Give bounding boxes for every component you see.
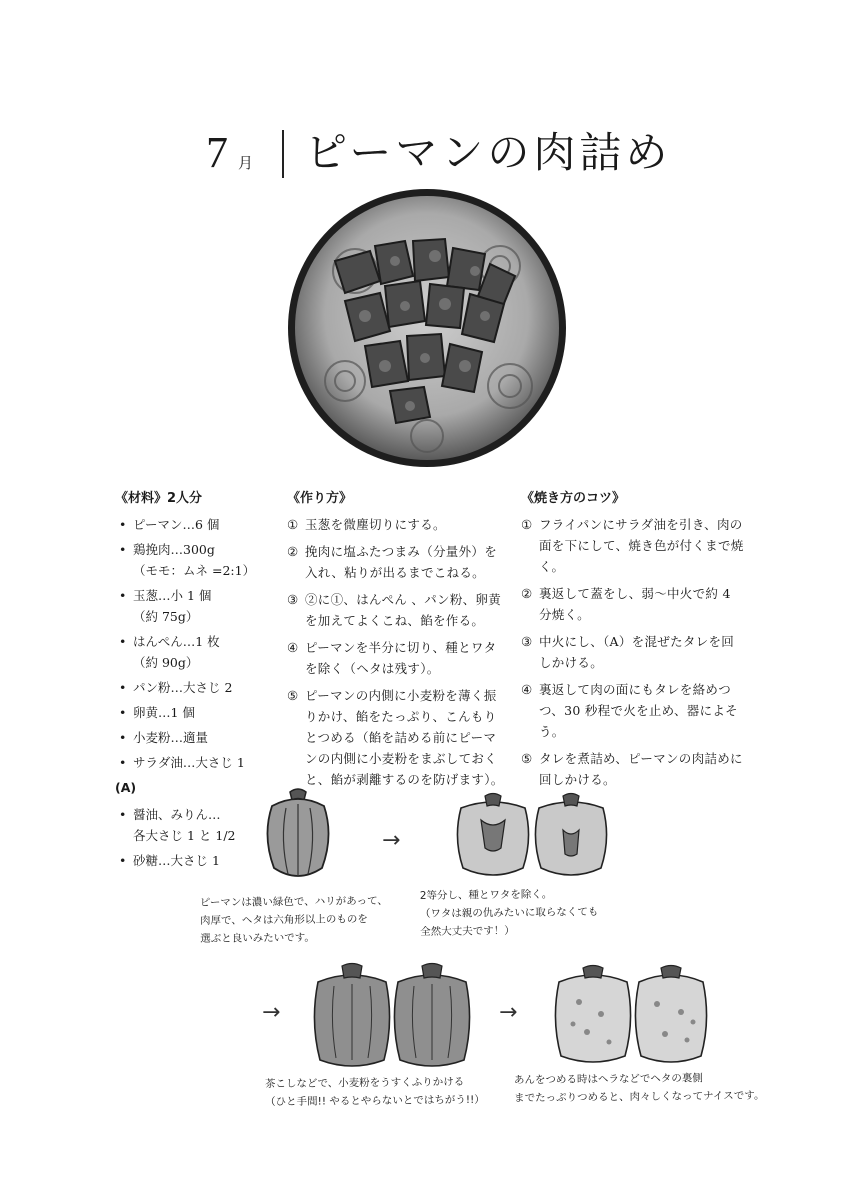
method-step: ④ ピーマンを半分に切り、種とワタを除く（ヘタは残す）。 xyxy=(287,640,497,676)
page-title xyxy=(0,118,850,188)
month-number: 7 xyxy=(206,128,228,177)
dish-title: ピーマンの肉詰め xyxy=(305,128,672,177)
tips-step: ③ 中火にし、（A）を混ぜたタレを回しかける。 xyxy=(521,634,735,670)
tips-steps xyxy=(521,514,746,790)
note-flour: 茶こしなどで、小麦粉をうすくふりかける （ひと手間!! やるとやらないとではちがう!!） xyxy=(264,1076,485,1109)
ingredients-section xyxy=(115,488,280,875)
step-arrow: → xyxy=(499,1000,518,1025)
sauce-heading: (A) xyxy=(115,780,137,795)
note-pepper-choice: ピーマンは濃い緑色で、ハリがあって、 肉厚で、ヘタは六角形以上のものを 選ぶと良いみたいです。 xyxy=(199,895,388,945)
floured-pepper-sketch xyxy=(312,962,474,1072)
method-step: ③ ②に①、はんぺん 、パン粉、卵黄を加えてよくこね、餡を作る。 xyxy=(287,592,502,628)
month-unit: 月 xyxy=(238,154,254,172)
tips-heading: 《焼き方のコツ》 xyxy=(521,491,626,506)
ingredient-item: • 小麦粉…適量 xyxy=(115,727,280,748)
ingredient-item: • パン粉…大さじ 2 xyxy=(115,677,280,698)
method-steps xyxy=(287,514,505,790)
tips-step: ① フライパンにサラダ油を引き、肉の面を下にして、焼き色が付くまで焼く。 xyxy=(521,517,744,574)
ingredient-item: • 玉葱…小 1 個 （約 75g） xyxy=(115,585,280,627)
tips-step: ⑤ タレを煮詰め、ピーマンの肉詰めに回しかける。 xyxy=(521,751,743,787)
sauce-list xyxy=(115,804,280,871)
method-heading: 《作り方》 xyxy=(287,491,353,506)
ingredient-item: • サラダ油…大さじ 1 xyxy=(115,752,280,773)
method-step: ② 挽肉に塩ふたつまみ（分量外）を入れ、粘りが出るまでこねる。 xyxy=(287,544,498,580)
tips-step: ④ 裏返して肉の面にもタレを絡めつつ、30 秒程で火を止め、器によそう。 xyxy=(521,682,738,739)
sauce-item: • 醤油、みりん… 各大さじ 1 と 1/2 xyxy=(115,804,280,846)
ingredients-heading: 《材料》2人分 xyxy=(115,491,203,506)
note-remove-seeds: 2等分し、種とワタを除く。 （ワタは親の仇みたいに取らなくても 全然大丈夫です！） xyxy=(419,888,599,938)
title-divider xyxy=(282,130,284,178)
tips-section xyxy=(521,488,746,796)
method-step: ① 玉葱を微塵切りにする。 xyxy=(287,517,446,532)
halved-pepper-sketch xyxy=(455,790,610,885)
ingredient-item: • 卵黄…1 個 xyxy=(115,702,280,723)
whole-pepper-sketch xyxy=(262,786,334,886)
method-section xyxy=(287,488,505,796)
note-stuffing: あんをつめる時はヘラなどでヘタの裏側 までたっぷりつめると、肉々しくなってナイスです。 xyxy=(513,1072,765,1105)
tips-step: ② 裏返して蓋をし、弱～中火で約 4 分焼く。 xyxy=(521,586,731,622)
ingredient-item: • はんぺん…1 枚 （約 90g） xyxy=(115,631,280,673)
method-step: ⑤ ピーマンの内側に小麦粉を薄く振りかけ、餡をたっぷり、こんもりとつめる（餡を詰める前にピーマンの内側に小麦粉をまぶしておくと、餡が剥離するのを防げます）。 xyxy=(287,688,504,787)
ingredient-item: • ピーマン…6 個 xyxy=(115,514,280,535)
step-arrow: → xyxy=(262,1000,281,1025)
step-arrow: → xyxy=(382,828,401,853)
stuffed-pepper-sketch xyxy=(553,962,713,1067)
dish-photo xyxy=(285,186,570,471)
ingredient-list xyxy=(115,514,280,773)
sauce-item: • 砂糖…大さじ 1 xyxy=(115,850,280,871)
ingredient-item: • 鶏挽肉…300g （モモ：ムネ =2:1） xyxy=(115,539,280,581)
